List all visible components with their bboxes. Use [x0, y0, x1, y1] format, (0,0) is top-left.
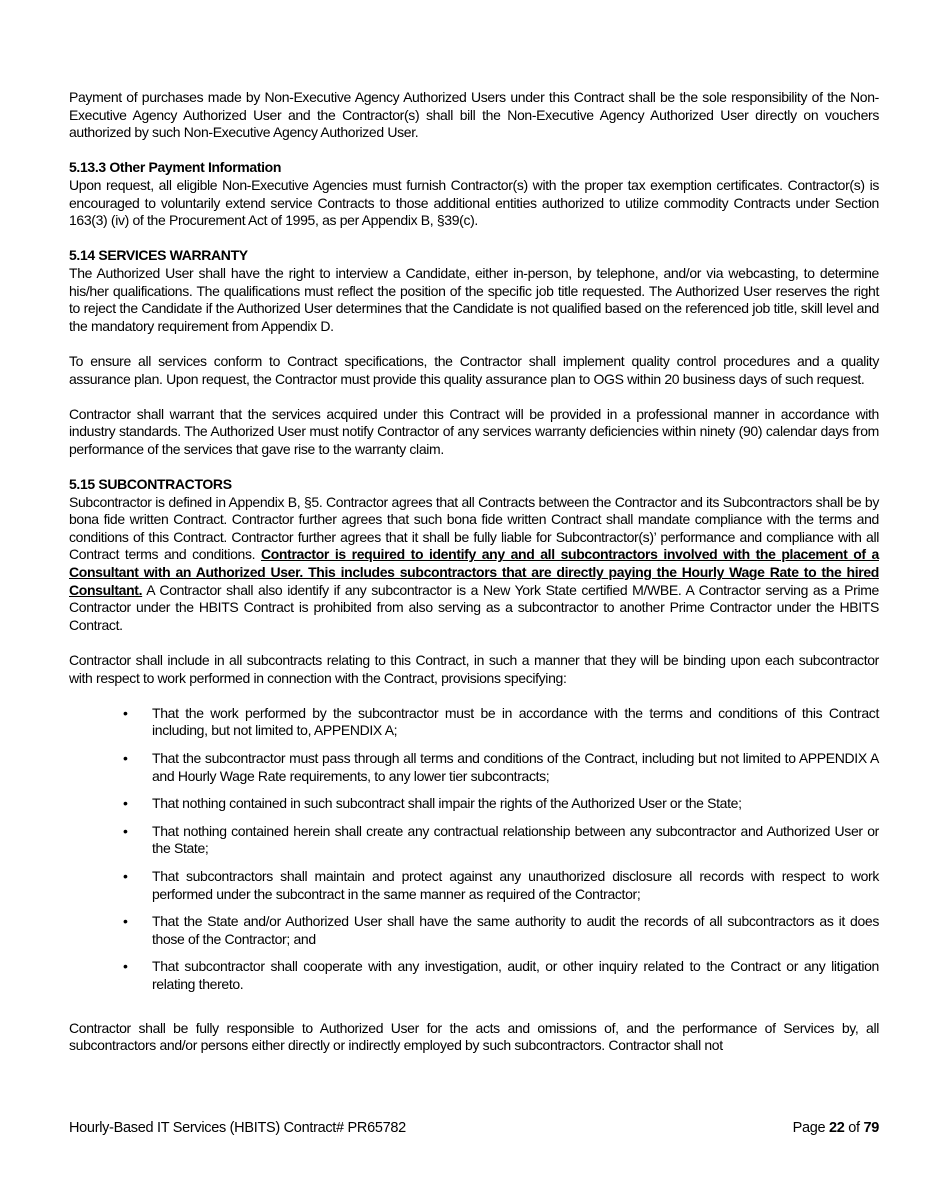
list-item-text: That the subcontractor must pass through all terms and conditions of the Contract, including but not limited to APPENDIX A and Hourly Wage Rate requirements, to any lower tier subcontracts;: [152, 749, 879, 784]
paragraph: Contractor shall warrant that the services acquired under this Contract will be provided in a professional manner in accordance with industry standards. The Authorized User must notify Contractor of any services warranty deficiencies within ninety (90) calendar days from performance of the services that gave rise to the warranty claim.: [69, 405, 879, 457]
text-run: A Contractor shall also identify if any subcontractor is a New York State certified M/WBE. A Contractor serving as a Prime Contractor under the HBITS Contract is prohibited from also serving as a subcontractor to another Prime Contractor under the HBITS Contract.: [69, 581, 879, 633]
bullet-icon: •: [123, 913, 128, 930]
paragraph: Contractor shall be fully responsible to Authorized User for the acts and omissions of, and the performance of Services by, all subcontractors and/or persons either directly or indirectly employed by such subcontractors. Contractor shall not: [69, 1019, 879, 1054]
bullet-icon: •: [123, 749, 128, 766]
list-item: [69, 795, 879, 813]
bullet-icon: •: [123, 867, 128, 884]
bullet-icon: •: [123, 822, 128, 839]
section-heading: 5.13.3 Other Payment Information: [69, 159, 282, 176]
underlined-bold-text: Contractor is required to identify any and all subcontractors involved with the placement of a Consultant with an Authorized User. This includes subcontractors that are directly paying the Hourly Wage Rate to the hired Consultant.: [69, 546, 879, 598]
list-item-text: That subcontractors shall maintain and protect against any unauthorized disclosure all records with respect to work performed under the subcontract in the same manner as required of the Contractor;: [152, 867, 879, 902]
page-footer: [69, 1120, 879, 1136]
paragraph: Payment of purchases made by Non-Executive Agency Authorized Users under this Contract shall be the sole responsibility of the Non-Executive Agency Authorized User and the Contractor(s) shall bill the Non-Executive Agency Authorized User directly on vouchers authorized by such Non-Executive Agency Authorized User.: [69, 89, 879, 141]
section-heading: 5.15 SUBCONTRACTORS: [69, 476, 232, 493]
page-number: Page 22 of 79: [792, 1120, 879, 1136]
paragraph: Upon request, all eligible Non-Executive Agencies must furnish Contractor(s) with the proper tax exemption certificates. Contractor(s) is encouraged to voluntarily extend service Contracts to those additional entities authorized to utilize commodity Contracts under Section 163(3) (iv) of the Procurement Act of 1995, as per Appendix B, §39(c).: [69, 176, 879, 229]
section-heading: 5.14 SERVICES WARRANTY: [69, 247, 248, 264]
paragraph: Contractor shall include in all subcontracts relating to this Contract, in such a manner that they will be binding upon each subcontractor with respect to work performed in connection with the Contract, provisions specifying:: [69, 652, 879, 686]
list-item: [69, 868, 879, 903]
paragraph: The Authorized User shall have the right to interview a Candidate, either in-person, by telephone, and/or via webcasting, to determine his/her qualifications. The qualifications must reflect the position of the specific job title requested. The Authorized User reserves the right to reject the Candidate if the Authorized User determines that the Candidate is not qualified based on the referenced job title, skill level and the mandatory requirement from Appendix D.: [69, 264, 879, 334]
document-body: [69, 89, 879, 1072]
list-item: [69, 823, 879, 858]
bullet-icon: •: [123, 958, 128, 975]
list-item: [69, 913, 879, 948]
footer-contract-title: Hourly-Based IT Services (HBITS) Contract# PR65782: [69, 1120, 406, 1136]
bullet-icon: •: [123, 795, 128, 812]
list-item-text: That subcontractor shall cooperate with any investigation, audit, or other inquiry related to the Contract or any litigation relating thereto.: [152, 958, 879, 992]
list-item: [69, 705, 879, 740]
list-item: [69, 750, 879, 785]
text-run: Subcontractor is defined in Appendix B, §5. Contractor agrees that all Contracts between the Contractor and its Subcontractors shall be by bona fide written Contract. Contractor further agrees that such bona fide written Contract shall mandate compliance with the terms and conditions of this Contract. Contractor further agrees that it shall be fully liable for Subcontractor(s)’ performance and compliance with all Contract terms and conditions.: [69, 493, 879, 563]
list-item-text: That nothing contained in such subcontract shall impair the rights of the Authorized User or the State;: [152, 795, 742, 812]
list-item-text: That nothing contained herein shall create any contractual relationship between any subcontractor and Authorized User or the State;: [152, 822, 879, 857]
bullet-list: [69, 705, 879, 994]
bullet-icon: •: [123, 704, 128, 721]
paragraph: To ensure all services conform to Contract specifications, the Contractor shall implement quality control procedures and a quality assurance plan. Upon request, the Contractor must provide this quality assurance plan to OGS within 20 business days of such request.: [69, 352, 879, 387]
list-item-text: That the work performed by the subcontractor must be in accordance with the terms and conditions of this Contract including, but not limited to, APPENDIX A;: [152, 704, 879, 739]
paragraph: [69, 494, 879, 635]
list-item: [69, 958, 879, 993]
list-item-text: That the State and/or Authorized User shall have the same authority to audit the records of all subcontractors as it does those of the Contractor; and: [152, 913, 879, 947]
